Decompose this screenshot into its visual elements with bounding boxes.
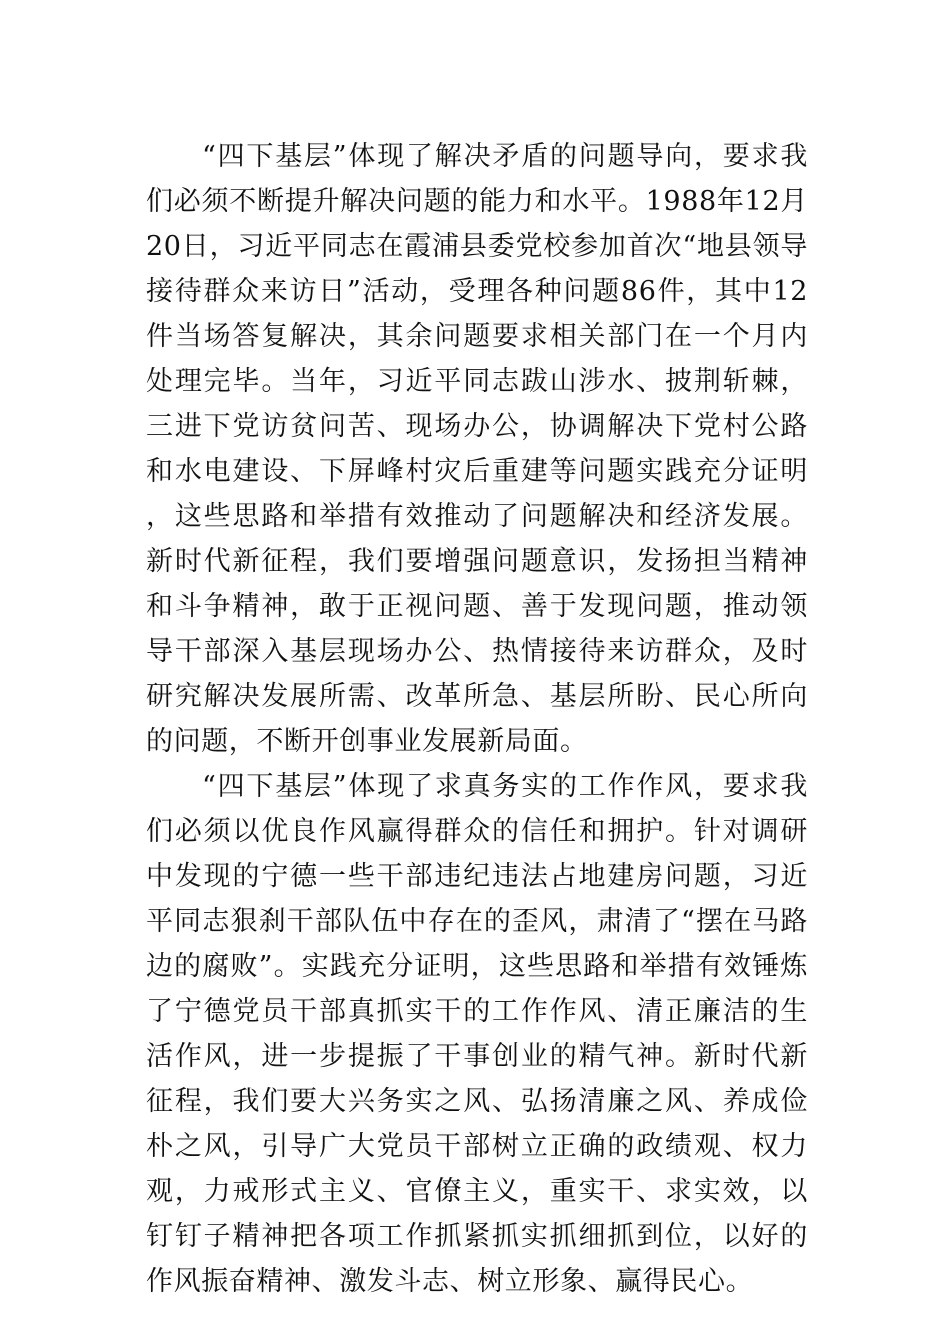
paragraph-work-style: “四下基层”体现了求真务实的工作作风，要求我们必须以优良作风赢得群众的信任和拥护。针对调研中发现的宁德一些干部违纪违法占地建房问题，习近平同志狠刹干部队伍中存在的歪风，肃清了“摆在马路边的腐败”。实践充分证明，这些思路和举措有效锤炼了宁德党员干部真抓实干的工作作风、清正廉洁的生活作风，进一步提振了干事创业的精气神。新时代新征程，我们要大兴务实之风、弘扬清廉之风、养成俭朴之风，引导广大党员干部树立正确的政绩观、权力观，力戒形式主义、官僚主义，重实干、求实效，以钉钉子精神把各项工作抓紧抓实抓细抓到位，以好的作风振奋精神、激发斗志、树立形象、赢得民心。 <box>146 771 808 1297</box>
document-body <box>146 134 808 1304</box>
paragraph-problem-orientation: “四下基层”体现了解决矛盾的问题导向，要求我们必须不断提升解决问题的能力和水平。1988年12月20日，习近平同志在霞浦县委党校参加首次“地县领导接待群众来访日”活动，受理各种问题86件，其中12件当场答复解决，其余问题要求相关部门在一个月内处理完毕。当年，习近平同志跋山涉水、披荆斩棘，三进下党访贫问苦、现场办公，协调解决下党村公路和水电建设、下屏峰村灾后重建等问题实践充分证明，这些思路和举措有效推动了问题解决和经济发展。新时代新征程，我们要增强问题意识，发扬担当精神和斗争精神，敢于正视问题、善于发现问题，推动领导干部深入基层现场办公、热情接待来访群众，及时研究解决发展所需、改革所急、基层所盼、民心所向的问题，不断开创事业发展新局面。 <box>146 141 808 757</box>
